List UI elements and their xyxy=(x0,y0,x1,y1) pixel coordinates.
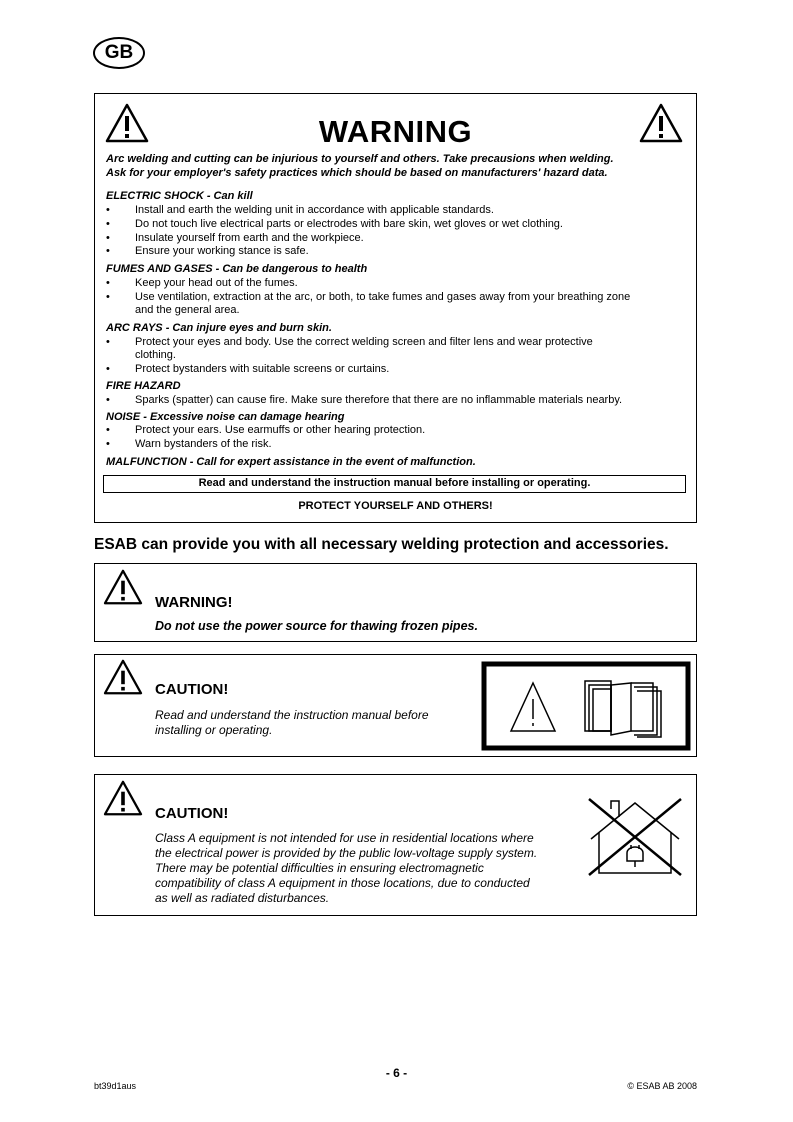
bullet-item: • Install and earth the welding unit in accordance with applicable standards. xyxy=(106,204,494,216)
caution-text xyxy=(155,708,429,738)
protect-notice: PROTECT YOURSELF AND OTHERS! xyxy=(298,500,493,512)
bullet-item: • Sparks (spatter) can cause fire. Make sure therefore that there are no inflammable materials nearby. xyxy=(106,394,623,406)
caution-line: Read and understand the instruction manual before xyxy=(155,708,429,722)
malfunction-heading: MALFUNCTION - Call for expert assistance in the event of malfunction. xyxy=(106,456,476,468)
read-manual-caution-box xyxy=(94,654,697,757)
page-number: - 6 - xyxy=(385,1066,408,1080)
warning-intro xyxy=(106,152,614,180)
intro-line: Ask for your employer's safety practices which should be based on manufacturers' hazard data. xyxy=(106,167,608,179)
caution-line: compatibility of class A equipment in those locations, due to conducted xyxy=(155,876,530,890)
bullet-item: • Insulate yourself from earth and the workpiece. xyxy=(106,232,364,244)
warning-heading: WARNING! xyxy=(155,594,233,611)
document-code: bt39d1aus xyxy=(94,1081,137,1091)
electric-shock-heading: ELECTRIC SHOCK - Can kill xyxy=(106,190,253,202)
caution-line: as well as radiated disturbances. xyxy=(155,891,330,905)
bullet-item: • Ensure your working stance is safe. xyxy=(106,245,309,257)
fumes-heading: FUMES AND GASES - Can be dangerous to health xyxy=(106,263,368,275)
bullet-item: • Warn bystanders of the risk. xyxy=(106,438,272,450)
warning-triangle-icon xyxy=(103,659,143,695)
read-manual-notice: Read and understand the instruction manual before installing or operating. xyxy=(103,475,686,493)
caution-line: There may be potential difficulties in ensuring electromagnetic xyxy=(155,861,484,875)
bullet-item: • Keep your head out of the fumes. xyxy=(106,277,298,289)
bullet-continuation: clothing. xyxy=(135,349,176,361)
bullet-item: • Protect your eyes and body. Use the correct welding screen and filter lens and wear protective xyxy=(106,336,593,348)
caution-line: the electrical power is provided by the public low-voltage supply system. xyxy=(155,846,538,860)
fire-hazard-heading: FIRE HAZARD xyxy=(106,380,181,392)
esab-protection-line: ESAB can provide you with all necessary welding protection and accessories. xyxy=(94,536,669,553)
warning-title: WARNING xyxy=(318,114,473,149)
caution-line: installing or operating. xyxy=(155,723,273,737)
caution-heading: CAUTION! xyxy=(155,805,229,822)
intro-line: Arc welding and cutting can be injurious to yourself and others. Take precausions when welding. xyxy=(106,153,614,165)
caution-text xyxy=(155,831,537,906)
warning-triangle-icon xyxy=(103,780,143,816)
bullet-item: • Protect bystanders with suitable screens or curtains. xyxy=(106,363,390,375)
warning-triangle-icon xyxy=(103,569,143,605)
caution-heading: CAUTION! xyxy=(155,681,229,698)
copyright: © ESAB AB 2008 xyxy=(627,1081,697,1091)
read-manual-symbol-icon xyxy=(481,661,691,751)
no-residential-use-icon xyxy=(585,795,685,877)
noise-heading: NOISE - Excessive noise can damage hearing xyxy=(106,411,345,423)
warning-text: Do not use the power source for thawing frozen pipes. xyxy=(155,619,478,633)
bullet-item: • Use ventilation, extraction at the arc, or both, to take fumes and gases away from your breathing zone xyxy=(106,291,631,303)
safety-warning-box xyxy=(94,93,697,523)
bullet-item: • Protect your ears. Use earmuffs or other hearing protection. xyxy=(106,424,426,436)
frozen-pipes-warning-box xyxy=(94,563,697,642)
bullet-continuation: and the general area. xyxy=(135,304,240,316)
arc-rays-heading: ARC RAYS - Can injure eyes and burn skin. xyxy=(106,322,332,334)
class-a-caution-box xyxy=(94,774,697,916)
language-badge: GB xyxy=(93,37,145,69)
caution-line: Class A equipment is not intended for use in residential locations where xyxy=(155,831,534,845)
bullet-item: • Do not touch live electrical parts or electrodes with bare skin, wet gloves or wet clothing. xyxy=(106,218,563,230)
